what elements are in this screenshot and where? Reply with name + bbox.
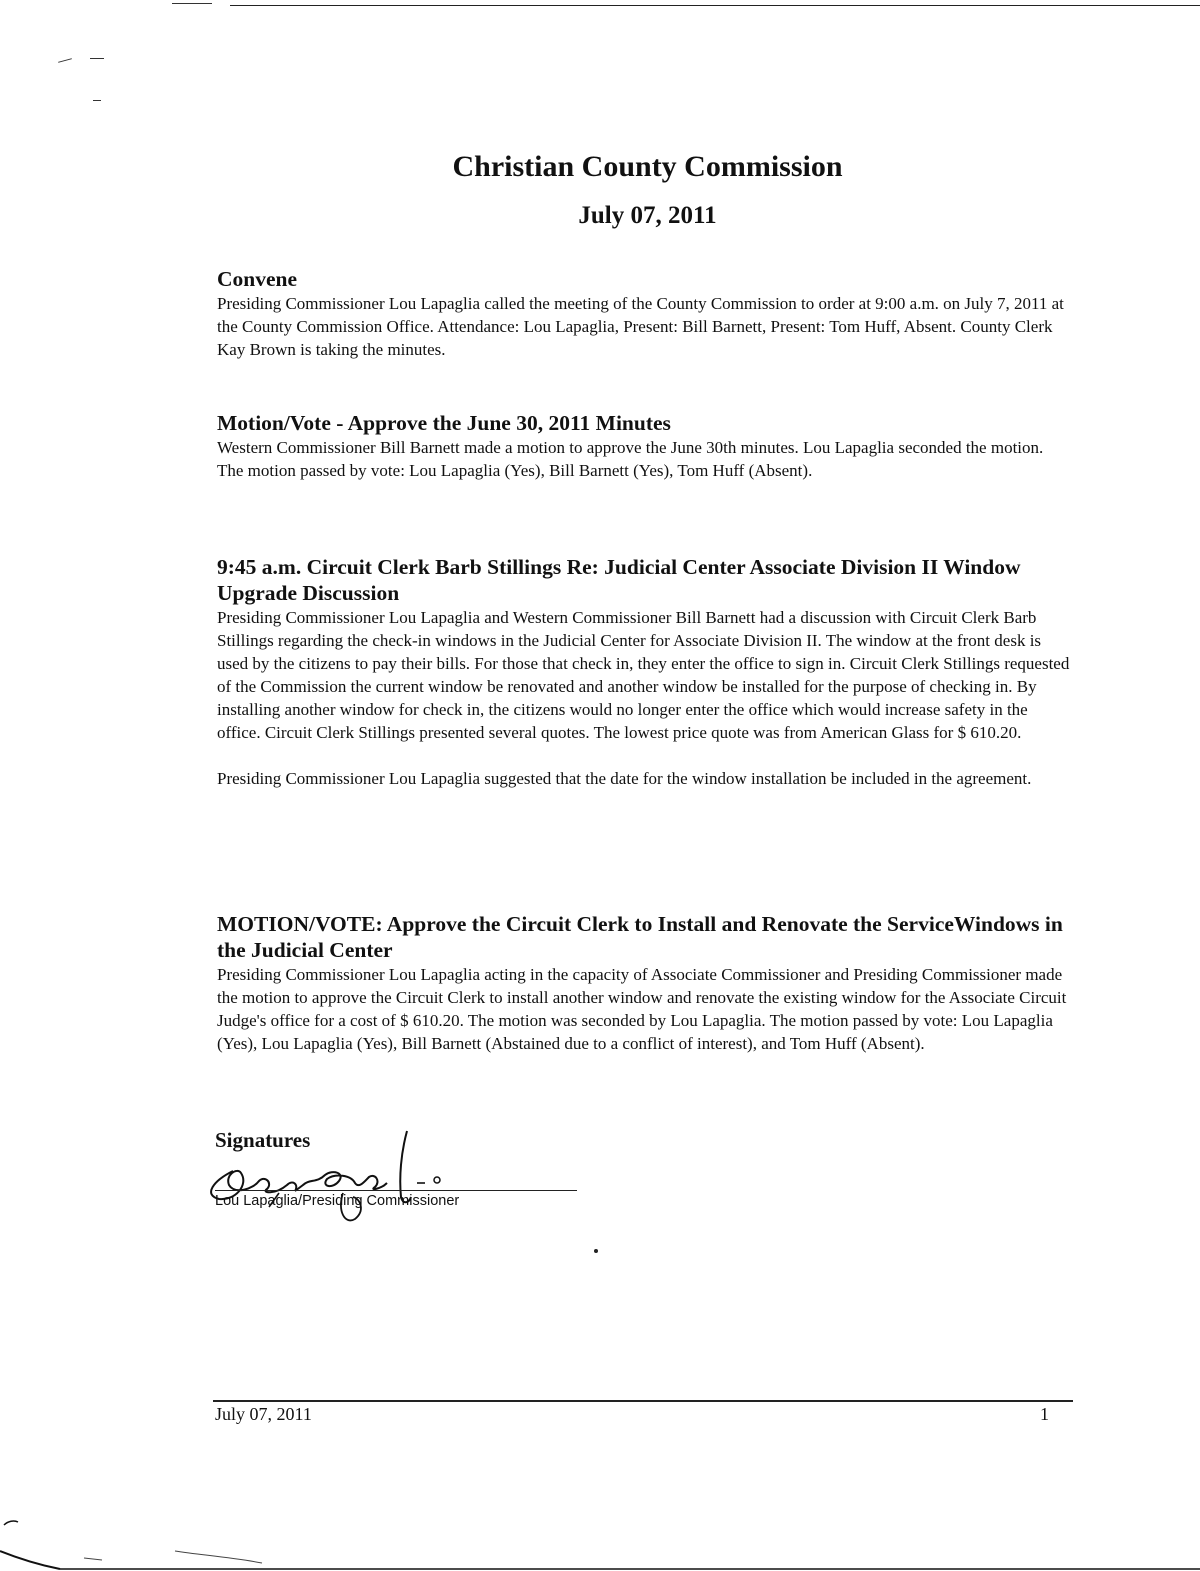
page-number: 1 — [1040, 1404, 1049, 1424]
scan-mark — [172, 3, 212, 4]
section-paragraph: Presiding Commissioner Lou Lapaglia called the meeting of the County Commission to order at 9:00 a.m. on July 7, 2011 at the County Commission Office. Attendance: Lou Lapaglia, Present: Bill Barnett, Present: Tom Huff, Absent. County Clerk Kay Brown is taking the minutes. — [217, 294, 1064, 359]
signatures-heading: Signatures — [215, 1128, 311, 1152]
section-window-motion — [217, 911, 1072, 1055]
section-paragraph: Presiding Commissioner Lou Lapaglia and Western Commissioner Bill Barnett had a discussion with Circuit Clerk Barb Stillings regarding the check-in windows in the Judicial Center for Associate Division II. The window at the front desk is used by the citizens to pay their bills. For those that check in, they enter the office to sign in. Circuit Clerk Stillings requested of the Commission the current window be renovated and another window be installed for the purpose of checking in. By installing another window for check in, the citizens would no longer enter the office which would increase safety in the office. Circuit Clerk Stillings presented several quotes. The lowest price quote was from American Glass for $ 610.20. — [217, 608, 1070, 742]
section-paragraph: Western Commissioner Bill Barnett made a motion to approve the June 30th minutes. Lou Lapaglia seconded the motion. The motion passed by vote: Lou Lapaglia (Yes), Bill Barnett (Yes), Tom Huff (Absent). — [217, 438, 1044, 480]
top-border-line — [230, 5, 1200, 6]
section-paragraph: Presiding Commissioner Lou Lapaglia acting in the capacity of Associate Commissioner and Presiding Commissioner made the motion to approve the Circuit Clerk to install another window and renovate the existing window for the Associate Circuit Judge's office for a cost of $ 610.20. The motion was seconded by Lou Lapaglia. The motion passed by vote: Lou Lapaglia (Yes), Lou Lapaglia (Yes), Bill Barnett (Abstained due to a conflict of interest), and Tom Huff (Absent). — [217, 965, 1067, 1053]
scan-mark — [93, 100, 101, 101]
section-approve-minutes — [217, 410, 1072, 482]
section-heading: MOTION/VOTE: Approve the Circuit Clerk to Install and Renovate the ServiceWindows in the Judicial Center — [217, 912, 1063, 962]
section-heading: Motion/Vote - Approve the June 30, 2011 Minutes — [217, 411, 671, 435]
footer-rule — [213, 1400, 1073, 1402]
section-heading: 9:45 a.m. Circuit Clerk Barb Stillings Re: Judicial Center Associate Division II Window Upgrade Discussion — [217, 555, 1021, 605]
scan-mark — [58, 58, 72, 63]
scan-mark — [90, 58, 104, 59]
document-date: July 07, 2011 — [578, 202, 717, 229]
footer-date: July 07, 2011 — [215, 1404, 312, 1424]
document-title: Christian County Commission — [452, 150, 843, 183]
section-heading: Convene — [217, 267, 298, 291]
signature-line — [215, 1190, 577, 1191]
signatures-block — [215, 1128, 585, 1209]
section-window-discussion — [217, 554, 1072, 790]
signature-caption: Lou Lapaglia/Presiding Commissioner — [215, 1193, 460, 1209]
handwritten-signature — [195, 1123, 475, 1233]
section-paragraph: Presiding Commissioner Lou Lapaglia suggested that the date for the window installation be included in the agreement. — [217, 769, 1032, 788]
scan-edge-marks — [0, 1511, 1200, 1571]
section-convene — [217, 266, 1072, 361]
scan-dot — [594, 1249, 598, 1253]
